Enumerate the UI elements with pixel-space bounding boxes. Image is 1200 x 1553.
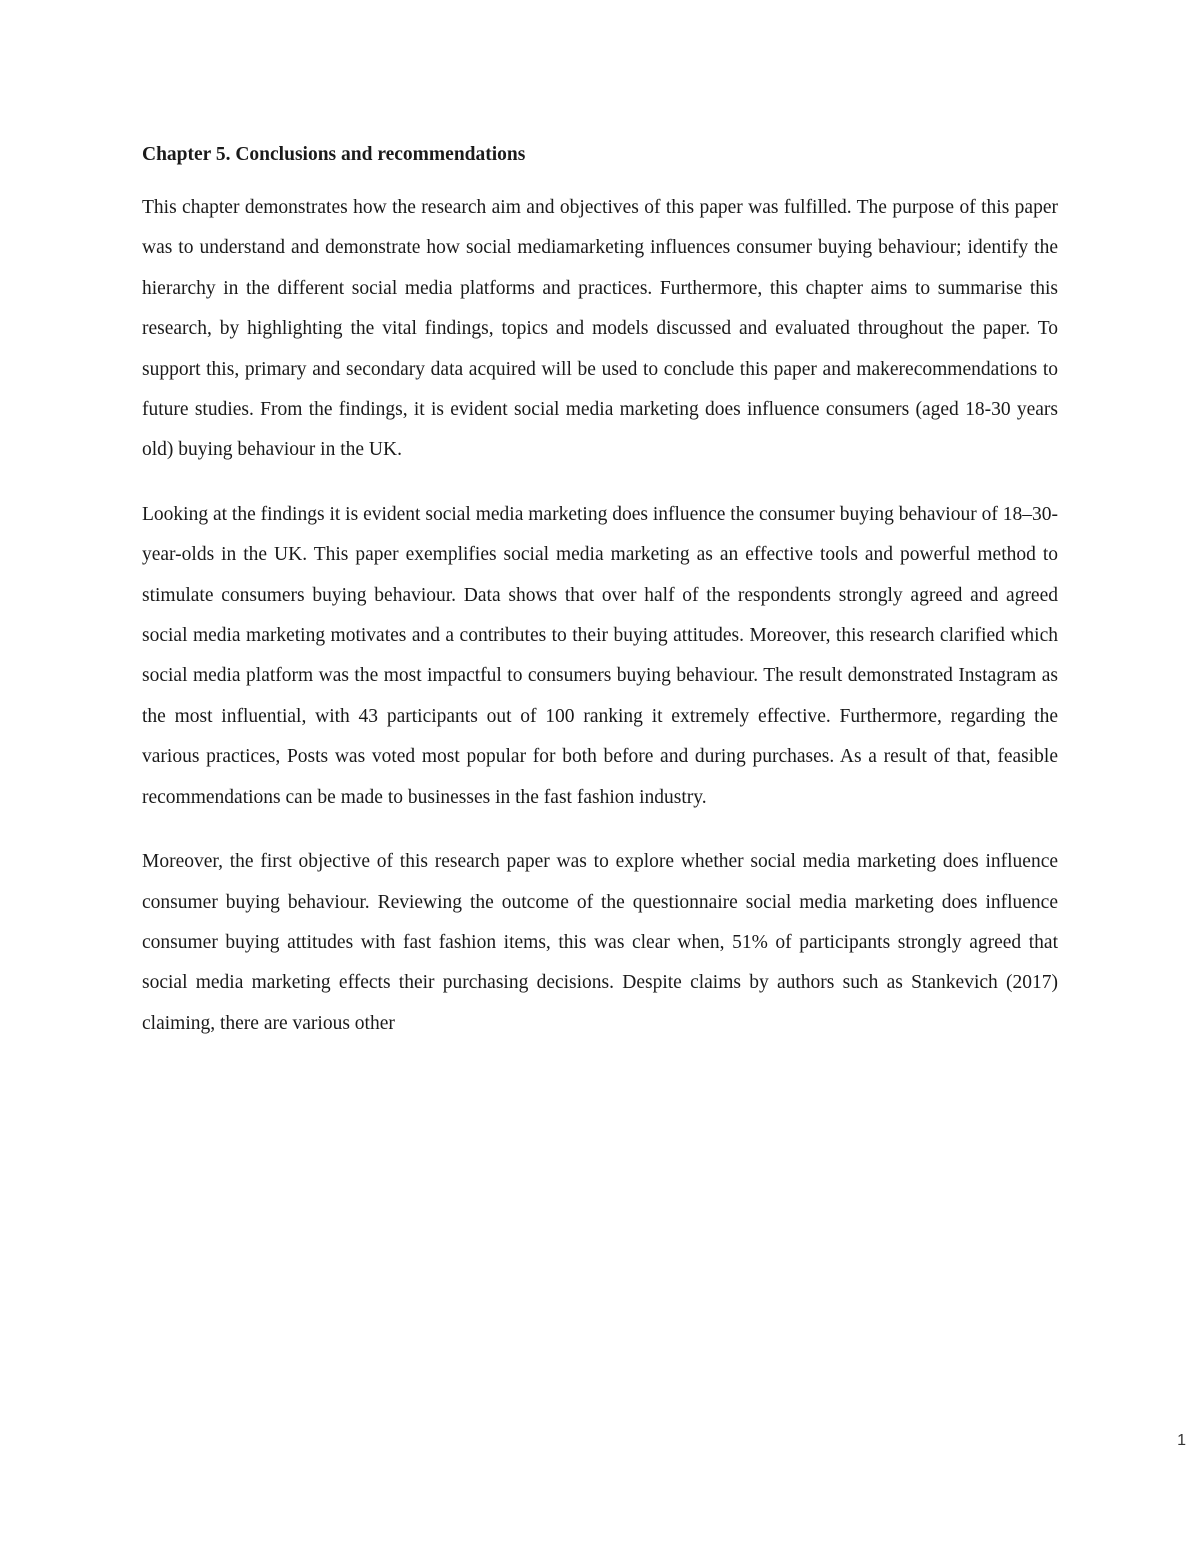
page-number: 1 — [1177, 1432, 1186, 1449]
chapter-heading: Chapter 5. Conclusions and recommendations — [142, 144, 526, 165]
paragraph-first-objective: Moreover, the first objective of this research paper was to explore whether social media marketing does influence consumer buying behaviour. Reviewing the outcome of the questionnaire social media marketing does influence consumer buying attitudes with fast fashion items, this was clear when, 51% of participants strongly agreed that social media marketing effects their purchasing decisions. Despite claims by authors such as Stankevich (2017) claiming, there are various other — [142, 851, 1058, 1034]
page-body — [142, 140, 1058, 1068]
paragraph-findings: Looking at the findings it is evident social media marketing does influence the consumer buying behaviour of 18–30-year-olds in the UK. This paper exemplifies social media marketing as an effective tools and powerful method to stimulate consumers buying behaviour. Data shows that over half of the respondents strongly agreed and agreed social media marketing motivates and a contributes to their buying attitudes. Moreover, this research clarified which social media platform was the most impactful to consumers buying behaviour. The result demonstrated Instagram as the most influential, with 43 participants out of 100 ranking it extremely effective. Furthermore, regarding the various practices, Posts was voted most popular for both before and during purchases. As a result of that, feasible recommendations can be made to businesses in the fast fashion industry. — [142, 503, 1058, 808]
paragraph-intro: This chapter demonstrates how the research aim and objectives of this paper was fulfilled. The purpose of this paper was to understand and demonstrate how social mediamarketing influences consumer buying behaviour; identify the hierarchy in the different social media platforms and practices. Furthermore, this chapter aims to summarise this research, by highlighting the vital findings, topics and models discussed and evaluated throughout the paper. To support this, primary and secondary data acquired will be used to conclude this paper and makerecommendations to future studies. From the findings, it is evident social media marketing does influence consumers (aged 18-30 years old) buying behaviour in the UK. — [142, 197, 1058, 461]
